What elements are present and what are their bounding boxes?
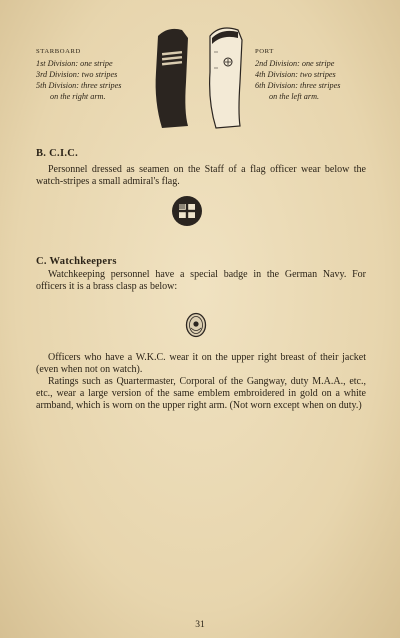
section-c-paragraph-3: Ratings such as Quartermaster, Corporal of the Gangway, duty M.A.A., etc., etc., wear a large version of the same emblem embroidered in gold on a white armband, which is worn on the upper right arm. (Not worn except when on duty.) <box>36 376 366 411</box>
section-c-intro <box>36 269 366 293</box>
port-line-4: on the left arm. <box>269 92 320 101</box>
port-line-3: 6th Division: three stripes <box>255 81 341 90</box>
starboard-line-2: 3rd Division: two stripes <box>36 70 118 79</box>
port-key <box>255 46 375 102</box>
port-line-1: 2nd Division: one stripe <box>255 59 335 68</box>
section-c-title: C. Watchkeepers <box>36 256 117 267</box>
starboard-heading: STARBOARD <box>36 48 81 55</box>
starboard-line-1: 1st Division: one stripe <box>36 59 113 68</box>
port-heading: PORT <box>255 48 274 55</box>
section-c-body <box>36 352 366 412</box>
sleeve-illustration <box>148 22 252 132</box>
page-number: 31 <box>195 620 205 630</box>
section-b-title: B. C.I.C. <box>36 148 79 159</box>
starboard-line-3: 5th Division: three stripes <box>36 81 122 90</box>
section-b-text <box>36 164 366 188</box>
starboard-key <box>36 46 156 102</box>
section-b-paragraph: Personnel dressed as seamen on the Staff of a flag officer wear below the watch-stripes a small admiral's flag. <box>36 164 366 187</box>
starboard-line-4: on the right arm. <box>50 92 106 101</box>
port-line-2: 4th Division: two stripes <box>255 70 336 79</box>
section-c-paragraph-2: Officers who have a W.K.C. wear it on the upper right breast of their jacket (even when not on watch). <box>36 352 366 375</box>
admiral-flag-badge-icon <box>171 195 203 227</box>
section-c-paragraph-1: Watchkeeping personnel have a special badge in the German Navy. For officers it is a brass clasp as below: <box>36 269 366 292</box>
watchkeeper-clasp-icon <box>185 312 207 338</box>
